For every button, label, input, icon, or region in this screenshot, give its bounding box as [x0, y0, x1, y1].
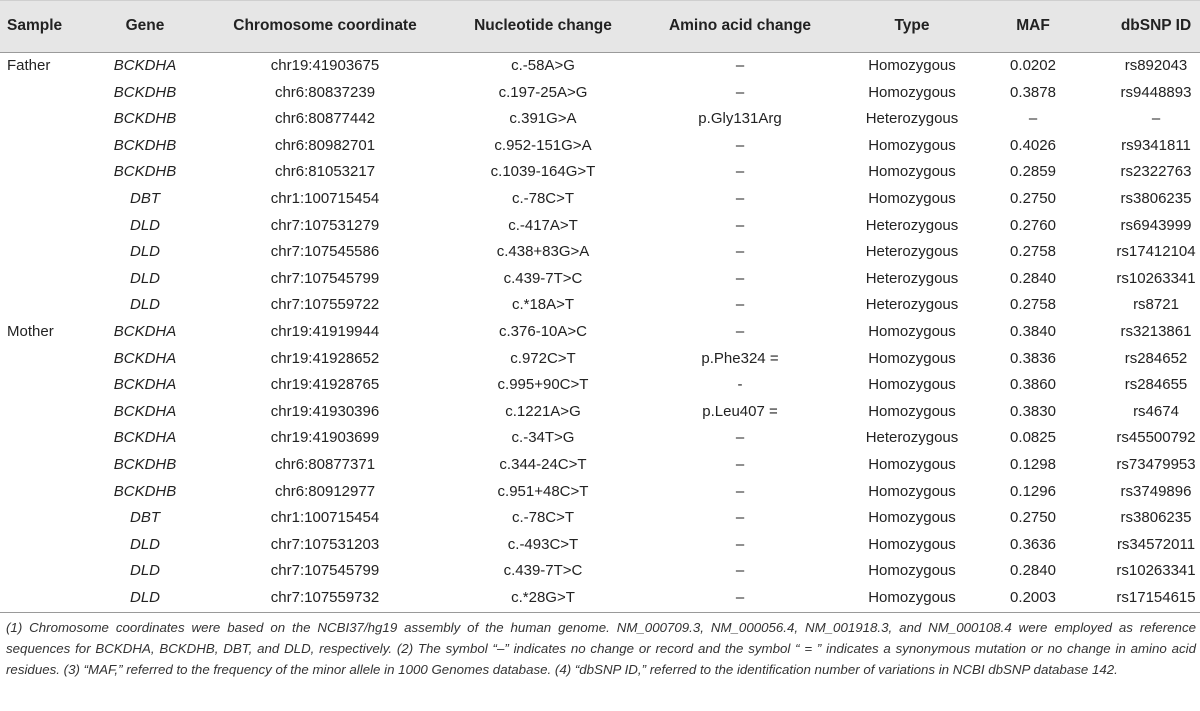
header-type: Type: [894, 17, 930, 34]
cell-maf: 0.2758: [1010, 243, 1056, 261]
cell-gene: BCKDHA: [113, 376, 177, 394]
cell-maf: 0.2859: [1010, 163, 1056, 181]
cell-dbsnp: rs8721: [1133, 296, 1179, 314]
cell-coordinate: chr7:107559722: [270, 296, 380, 314]
cell-dbsnp: rs10263341: [1116, 269, 1196, 287]
cell-maf: 0.2750: [1010, 190, 1056, 207]
cell-maf: 0.0825: [1010, 429, 1056, 447]
cell-amino-acid: –: [735, 269, 745, 287]
cell-type: Homozygous: [868, 402, 956, 420]
cell-coordinate: chr6:80837239: [274, 83, 376, 101]
cell-maf: 0.2003: [1010, 589, 1056, 606]
cell-type: Homozygous: [868, 190, 956, 207]
cell-maf: 0.1298: [1010, 456, 1056, 473]
cell-dbsnp: rs4674: [1133, 402, 1179, 420]
cell-gene: BCKDHA: [113, 429, 177, 447]
cell-coordinate: chr19:41903675: [270, 57, 380, 74]
cell-sample: Father: [7, 57, 51, 74]
cell-gene: DLD: [129, 589, 161, 606]
cell-gene: BCKDHB: [113, 136, 177, 154]
cell-amino-acid: –: [735, 83, 745, 101]
cell-coordinate: chr19:41928765: [270, 376, 380, 394]
cell-type: Homozygous: [868, 83, 956, 101]
cell-dbsnp: rs45500792: [1116, 429, 1196, 447]
cell-maf: 0.3878: [1010, 83, 1056, 101]
table-bottom-rule: [0, 612, 1200, 613]
cell-nucleotide: c.439-7T>C: [503, 269, 583, 287]
cell-type: Heterozygous: [865, 216, 959, 234]
header-coordinate: Chromosome coordinate: [233, 17, 417, 34]
cell-maf: 0.2758: [1010, 296, 1056, 314]
cell-nucleotide: c.376-10A>C: [499, 323, 587, 340]
cell-amino-acid: -: [737, 376, 743, 394]
cell-amino-acid: –: [735, 509, 745, 527]
cell-amino-acid: –: [735, 535, 745, 553]
cell-dbsnp: rs2322763: [1120, 163, 1192, 181]
cell-amino-acid: –: [735, 216, 745, 234]
cell-amino-acid: –: [735, 296, 745, 314]
cell-maf: 0.3860: [1010, 376, 1056, 394]
cell-amino-acid: –: [735, 136, 745, 154]
cell-nucleotide: c.951+48C>T: [497, 482, 589, 500]
cell-gene: DBT: [130, 190, 160, 207]
cell-gene: DLD: [129, 216, 161, 234]
cell-dbsnp: rs10263341: [1116, 562, 1196, 580]
cell-type: Heterozygous: [865, 110, 959, 128]
cell-maf: 0.2760: [1010, 216, 1056, 234]
cell-type: Heterozygous: [865, 429, 959, 447]
cell-type: Heterozygous: [865, 269, 959, 287]
cell-coordinate: chr7:107531279: [270, 216, 380, 234]
cell-dbsnp: rs3749896: [1120, 482, 1192, 500]
cell-type: Homozygous: [868, 163, 956, 181]
cell-nucleotide: c.*28G>T: [511, 589, 575, 606]
cell-dbsnp: rs3806235: [1120, 509, 1192, 527]
cell-gene: BCKDHA: [113, 323, 177, 340]
cell-coordinate: chr6:80877371: [274, 456, 376, 473]
cell-dbsnp: rs284655: [1124, 376, 1188, 394]
cell-coordinate: chr6:81053217: [274, 163, 376, 181]
cell-dbsnp: rs17412104: [1116, 243, 1196, 261]
cell-amino-acid: –: [735, 482, 745, 500]
cell-amino-acid: p.Leu407 =: [702, 402, 778, 420]
cell-nucleotide: c.438+83G>A: [496, 243, 590, 261]
cell-type: Homozygous: [868, 482, 956, 500]
cell-gene: BCKDHB: [113, 83, 177, 101]
cell-gene: BCKDHB: [113, 456, 177, 473]
cell-maf: 0.3830: [1010, 402, 1056, 420]
header-nucleotide: Nucleotide change: [474, 17, 612, 34]
cell-type: Homozygous: [868, 562, 956, 580]
table-footnote: (1) Chromosome coordinates were based on the NCBI37/hg19 assembly of the human genome. NM_000709.3, NM_000056.4, NM_001918.3, and NM_000108.4 were employed as reference sequences for BCKDHA, BCKDHB, DBT, and DLD, respectively. (2) The symbol “–” indicates no change or record and the symbol “ = ” indicates a synonymous mutation or no change in amino acid residues. (3) “MAF,” referred to the frequency of the minor allele in 1000 Genomes database. (4) “dbSNP ID,” referred to the identification number of variations in NCBI dbSNP database 142.: [6, 620, 1196, 678]
cell-nucleotide: c.439-7T>C: [503, 562, 583, 580]
cell-type: Heterozygous: [865, 243, 959, 261]
cell-type: Homozygous: [868, 456, 956, 473]
cell-amino-acid: –: [735, 456, 745, 473]
cell-coordinate: chr6:80912977: [274, 482, 376, 500]
cell-gene: DLD: [129, 269, 161, 287]
cell-dbsnp: rs34572011: [1116, 535, 1196, 553]
cell-amino-acid: –: [735, 243, 745, 261]
cell-amino-acid: –: [735, 57, 745, 74]
cell-amino-acid: –: [735, 190, 745, 207]
cell-amino-acid: –: [735, 589, 745, 606]
header-amino: Amino acid change: [668, 17, 812, 34]
cell-coordinate: chr1:100715454: [270, 190, 380, 207]
cell-nucleotide: c.344-24C>T: [499, 456, 587, 473]
cell-nucleotide: c.952-151G>A: [494, 136, 592, 154]
cell-dbsnp: rs3213861: [1120, 323, 1192, 340]
cell-amino-acid: –: [735, 163, 745, 181]
cell-type: Heterozygous: [865, 296, 959, 314]
cell-nucleotide: c.995+90C>T: [497, 376, 589, 394]
cell-dbsnp: rs9341811: [1121, 136, 1191, 154]
cell-type: Homozygous: [868, 136, 956, 154]
cell-nucleotide: c.1221A>G: [505, 402, 581, 420]
header-maf: MAF: [1016, 17, 1050, 34]
cell-gene: BCKDHA: [113, 402, 177, 420]
cell-nucleotide: c.1039-164G>T: [490, 163, 596, 181]
cell-coordinate: chr19:41930396: [270, 402, 380, 420]
cell-type: Homozygous: [868, 323, 956, 340]
cell-nucleotide: c.-58A>G: [511, 57, 575, 74]
cell-nucleotide: c.-417A>T: [508, 216, 578, 234]
cell-nucleotide: c.-493C>T: [507, 535, 579, 553]
cell-coordinate: chr19:41919944: [270, 323, 380, 340]
cell-sample: Mother: [7, 323, 54, 340]
cell-dbsnp: rs73479953: [1116, 456, 1196, 473]
cell-dbsnp: rs284652: [1124, 349, 1188, 367]
cell-maf: 0.3836: [1010, 349, 1056, 367]
cell-nucleotide: c.197-25A>G: [498, 83, 588, 101]
cell-coordinate: chr7:107531203: [270, 535, 380, 553]
cell-maf: 0.2750: [1010, 509, 1056, 527]
cell-amino-acid: p.Phe324 =: [701, 349, 779, 367]
cell-coordinate: chr6:80982701: [274, 136, 376, 154]
cell-type: Homozygous: [868, 57, 956, 74]
cell-dbsnp: rs17154615: [1116, 589, 1196, 606]
cell-maf: 0.3636: [1010, 535, 1056, 553]
cell-amino-acid: –: [735, 429, 745, 447]
cell-gene: BCKDHB: [113, 110, 177, 128]
cell-nucleotide: c.-78C>T: [511, 190, 575, 207]
cell-coordinate: chr7:107545799: [270, 269, 380, 287]
cell-type: Homozygous: [868, 376, 956, 394]
cell-nucleotide: c.-78C>T: [511, 509, 575, 527]
header-sample: Sample: [7, 17, 63, 34]
cell-nucleotide: c.-34T>G: [511, 429, 575, 447]
cell-dbsnp: rs3806235: [1120, 190, 1192, 207]
cell-dbsnp: rs6943999: [1120, 216, 1192, 234]
cell-coordinate: chr6:80877442: [274, 110, 376, 128]
cell-dbsnp: rs892043: [1124, 57, 1188, 74]
cell-gene: DBT: [130, 509, 160, 527]
cell-type: Homozygous: [868, 509, 956, 527]
cell-gene: BCKDHA: [113, 57, 177, 74]
cell-gene: DLD: [129, 296, 161, 314]
cell-maf: 0.2840: [1010, 269, 1056, 287]
cell-maf: 0.1296: [1010, 482, 1056, 500]
cell-coordinate: chr19:41903699: [270, 429, 380, 447]
cell-gene: BCKDHB: [113, 482, 177, 500]
cell-coordinate: chr1:100715454: [270, 509, 380, 527]
cell-maf: 0.2840: [1010, 562, 1056, 580]
cell-nucleotide: c.*18A>T: [511, 296, 575, 314]
cell-gene: BCKDHA: [113, 349, 177, 367]
cell-amino-acid: –: [735, 323, 745, 340]
cell-amino-acid: –: [735, 562, 745, 580]
cell-maf: 0.4026: [1010, 136, 1056, 154]
cell-nucleotide: c.972C>T: [510, 349, 576, 367]
header-dbsnp: dbSNP ID: [1120, 17, 1192, 34]
cell-dbsnp: –: [1151, 110, 1161, 128]
cell-coordinate: chr7:107559732: [270, 589, 380, 606]
cell-maf: 0.0202: [1010, 57, 1056, 74]
cell-gene: DLD: [129, 562, 161, 580]
header-gene: Gene: [125, 17, 165, 34]
cell-gene: BCKDHB: [113, 163, 177, 181]
cell-amino-acid: p.Gly131Arg: [698, 110, 782, 128]
cell-maf: 0.3840: [1010, 323, 1056, 340]
cell-maf: –: [1028, 110, 1038, 128]
cell-type: Homozygous: [868, 349, 956, 367]
cell-coordinate: chr19:41928652: [270, 349, 380, 367]
cell-coordinate: chr7:107545586: [270, 243, 380, 261]
cell-type: Homozygous: [868, 589, 956, 606]
cell-gene: DLD: [129, 535, 161, 553]
cell-coordinate: chr7:107545799: [270, 562, 380, 580]
cell-type: Homozygous: [868, 535, 956, 553]
cell-gene: DLD: [129, 243, 161, 261]
cell-dbsnp: rs9448893: [1120, 83, 1192, 101]
cell-nucleotide: c.391G>A: [509, 110, 577, 128]
